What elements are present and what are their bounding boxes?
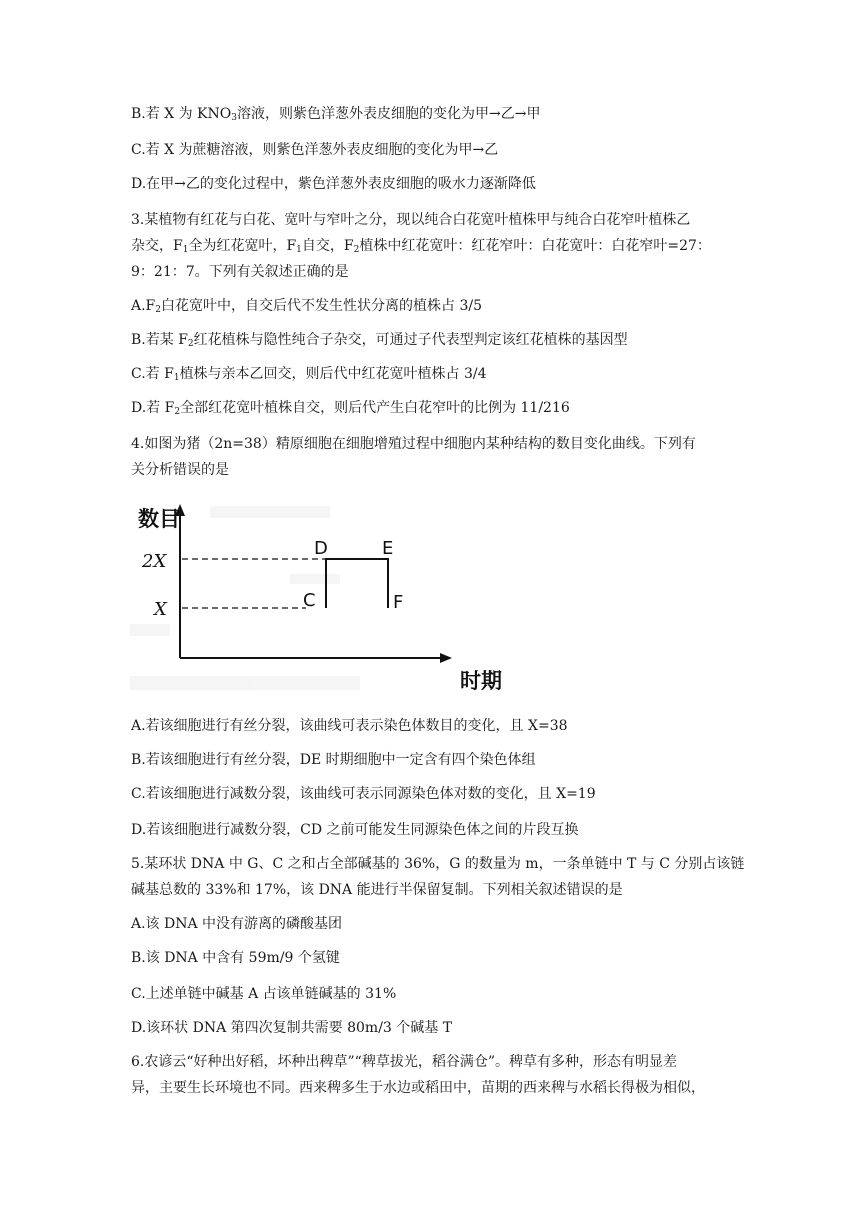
q5-stem-line1: 5.某环状 DNA 中 G、C 之和占全部碱基的 36%，G 的数量为 m，一条单链中 T 与 C 分别占该链 (131, 856, 745, 872)
x-axis-label: 时期 (460, 669, 502, 693)
q5-option-d: D.该环状 DNA 第四次复制共需要 80m/3 个碱基 T (131, 1020, 453, 1036)
q4-stem-line1: 4.如图为猪（2n=38）精原细胞在细胞增殖过程中细胞内某种结构的数目变化曲线。下列有 (131, 436, 696, 452)
q3-stem-line3: 9：21：7。下列有关叙述正确的是 (131, 264, 349, 280)
q5-option-b: B.该 DNA 中含有 59m/9 个氢键 (131, 950, 340, 966)
q4-option-d: D.若该细胞进行减数分裂，CD 之前可能发生同源染色体之间的片段互换 (131, 822, 579, 838)
figure-svg (120, 496, 520, 702)
q6-line2: 异，主要生长环境也不同。西来稗多生于水边或稻田中，苗期的西来稗与水稻长得极为相似， (131, 1080, 705, 1096)
point-c: C (303, 590, 316, 611)
q4-stem-line2: 关分析错误的是 (131, 462, 229, 478)
q4-option-c: C.若该细胞进行减数分裂，该曲线可表示同源染色体对数的变化，且 X=19 (131, 786, 596, 802)
q3-option-a: $A.F_2$白花宽叶中，自交后代不发生性状分离的植株占 3/5 (131, 298, 482, 315)
q3-stem-line1: 3.某植物有红花与白花、宽叶与窄叶之分，现以纯合白花宽叶植株甲与纯合白花窄叶植株乙 (131, 212, 691, 228)
point-e: E (382, 538, 394, 559)
q2-option-d: D.在甲→乙的变化过程中，紫色洋葱外表皮细胞的吸水力逐渐降低 (131, 176, 536, 192)
q4-option-a: A.若该细胞进行有丝分裂，该曲线可表示染色体数目的变化，且 X=38 (131, 718, 568, 734)
point-d: D (314, 538, 328, 559)
q6-line1: 6.农谚云“好种出好稻，坏种出稗草”“稗草拔光，稻谷满仓”。稗草有多种，形态有明显差 (131, 1054, 677, 1070)
q3-option-d: D.若 $F_2$全部红花宽叶植株自交，则后代产生白花窄叶的比例为 11/216 (131, 400, 570, 417)
y-tick-2x: 2X (142, 551, 167, 572)
q3-option-c: C.若 $F_1$植株与亲本乙回交，则后代中红花宽叶植株占 3/4 (131, 366, 487, 383)
q3-option-b: B.若某 $F_2$红花植株与隐性纯合子杂交，可通过子代表型判定该红花植株的基因型 (131, 332, 628, 349)
y-axis-label: 数目 (138, 507, 180, 531)
q2-option-c: C.若 X 为蔗糖溶液，则紫色洋葱外表皮细胞的变化为甲→乙 (131, 142, 499, 158)
y-tick-x: X (154, 599, 167, 620)
x-axis-arrow (440, 653, 452, 663)
q5-option-a: A.该 DNA 中没有游离的磷酸基团 (131, 916, 343, 932)
q4-option-b: B.若该细胞进行有丝分裂，DE 时期细胞中一定含有四个染色体组 (131, 752, 536, 768)
q3-stem-line2: 杂交，$F_1$全为红花宽叶，$F_1$自交，$F_2$植株中红花宽叶：红花窄叶：白花宽叶：白花窄叶=27： (131, 238, 711, 255)
point-f: F (393, 592, 404, 613)
chromosome-count-figure (120, 496, 520, 702)
q2-option-b: B.若 X 为 $KNO_3$溶液，则紫色洋葱外表皮细胞的变化为甲→乙→甲 (131, 106, 541, 123)
q5-option-c: C.上述单链中碱基 A 占该单链碱基的 31% (131, 986, 397, 1002)
q5-stem-line2: 碱基总数的 33%和 17%，该 DNA 能进行半保留复制。下列相关叙述错误的是 (131, 882, 623, 898)
